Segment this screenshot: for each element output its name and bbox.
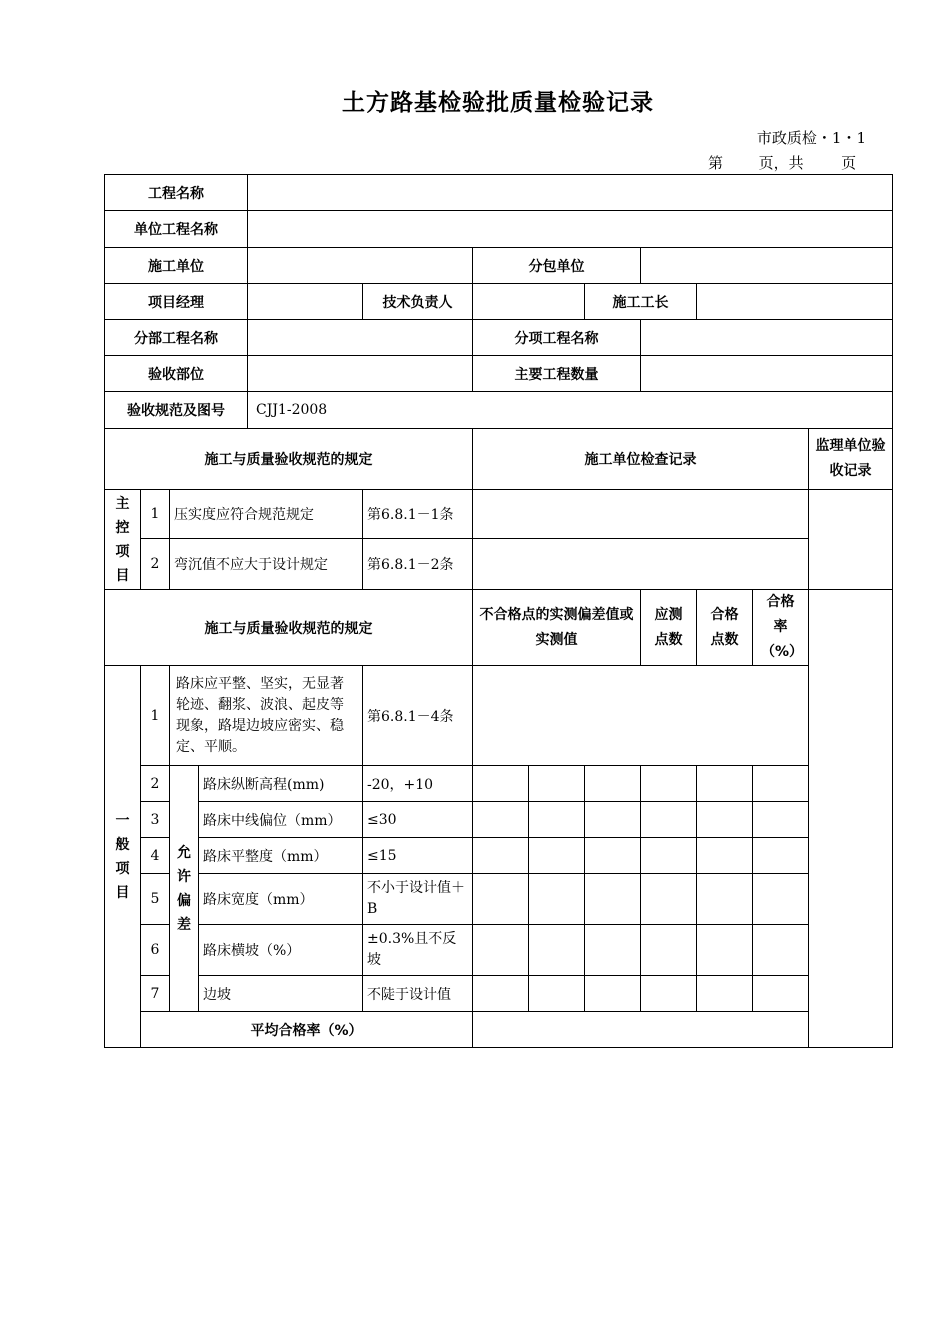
field-tech-lead[interactable] [473,284,585,320]
measure-cell[interactable] [697,925,753,976]
deviation-value: ≤30 [363,802,473,838]
form-code: 市政质检・1・1 [756,129,866,147]
general-item-check[interactable] [473,666,809,766]
label-subitem: 分项工程名称 [473,320,641,356]
general-item-clause: 第6.8.1－4条 [363,666,473,766]
field-spec: CJJ1-2008 [248,392,893,429]
field-pm[interactable] [248,284,363,320]
deviation-no: 6 [141,925,170,976]
row-sec2-header [105,590,893,666]
label-pm: 项目经理 [105,284,248,320]
general-item-row [105,666,893,766]
general-item-no: 1 [141,666,170,766]
deviation-no: 2 [141,766,170,802]
deviation-row [105,874,893,925]
measure-cell[interactable] [585,838,641,874]
page-ye: 页 [841,154,857,172]
page-di: 第 [708,154,724,172]
deviation-no: 4 [141,838,170,874]
label-inspection-part: 验收部位 [105,356,248,392]
measure-cell[interactable] [753,802,809,838]
row-division [105,320,893,356]
label-project-name: 工程名称 [105,175,248,211]
field-division[interactable] [248,320,473,356]
field-contractor[interactable] [248,248,473,284]
sec1-rule-header: 施工与质量验收规范的规定 [105,429,473,490]
deviation-name: 边坡 [199,976,363,1012]
field-inspection-part[interactable] [248,356,473,392]
row-spec [105,392,893,429]
row-unit-project [105,211,893,248]
measure-cell[interactable] [529,874,585,925]
measure-cell[interactable] [585,802,641,838]
measure-cell[interactable] [585,976,641,1012]
deviation-row [105,802,893,838]
measure-cell[interactable] [641,976,697,1012]
measure-cell[interactable] [641,925,697,976]
measure-cell[interactable] [697,874,753,925]
deviation-no: 3 [141,802,170,838]
measure-cell[interactable] [473,976,529,1012]
main-item-row [105,490,893,539]
label-unit-project: 单位工程名称 [105,211,248,248]
general-item-text: 路床应平整、坚实，无显著轮迹、翻浆、波浪、起皮等现象，路堤边坡应密实、稳定、平顺。 [170,666,363,766]
main-item-text: 弯沉值不应大于设计规定 [170,539,363,590]
deviation-row [105,976,893,1012]
measure-cell[interactable] [473,925,529,976]
measure-cell[interactable] [529,976,585,1012]
measure-cell[interactable] [697,766,753,802]
row-avg-rate [105,1012,893,1048]
label-foreman: 施工工长 [585,284,697,320]
deviation-name: 路床中线偏位（mm） [199,802,363,838]
label-spec: 验收规范及图号 [105,392,248,429]
measure-cell[interactable] [753,976,809,1012]
field-project-name[interactable] [248,175,893,211]
main-control-label: 主控项目 [105,490,141,590]
measure-cell[interactable] [529,925,585,976]
measure-cell[interactable] [641,838,697,874]
measure-cell[interactable] [473,838,529,874]
avg-rate-label: 平均合格率（%） [141,1012,473,1048]
allow-deviation-label: 允许偏差 [170,766,199,1012]
label-tech-lead: 技术负责人 [363,284,473,320]
row-contractor [105,248,893,284]
deviation-value: 不陡于设计值 [363,976,473,1012]
deviation-name: 路床宽度（mm） [199,874,363,925]
deviation-value: ≤15 [363,838,473,874]
deviation-no: 5 [141,874,170,925]
avg-rate-value[interactable] [473,1012,809,1048]
measure-cell[interactable] [529,766,585,802]
field-subitem[interactable] [641,320,893,356]
measure-cell[interactable] [585,766,641,802]
main-item-clause: 第6.8.1－2条 [363,539,473,590]
general-supervisor-cell[interactable] [809,590,893,1048]
field-unit-project[interactable] [248,211,893,248]
sec2-should-header: 应测点数 [641,590,697,666]
deviation-value: -20，+10 [363,766,473,802]
page-ye-gong: 页，共 [758,154,804,172]
inspection-form [104,174,893,1048]
measure-cell[interactable] [585,925,641,976]
page-title: 土方路基检验批质量检验记录 [342,90,654,116]
measure-cell[interactable] [473,766,529,802]
measure-cell[interactable] [753,874,809,925]
measure-cell[interactable] [529,838,585,874]
measure-cell[interactable] [753,925,809,976]
measure-cell[interactable] [529,802,585,838]
deviation-name: 路床平整度（mm） [199,838,363,874]
main-item-text: 压实度应符合规范规定 [170,490,363,539]
field-foreman[interactable] [697,284,893,320]
deviation-no: 7 [141,976,170,1012]
label-division: 分部工程名称 [105,320,248,356]
row-managers [105,284,893,320]
field-main-quantity[interactable] [641,356,893,392]
sec1-supervisor-header: 监理单位验收记录 [809,429,893,490]
deviation-value: 不小于设计值＋B [363,874,473,925]
row-inspection-part [105,356,893,392]
measure-cell[interactable] [753,766,809,802]
measure-cell[interactable] [697,802,753,838]
row-sec1-header [105,429,893,490]
measure-cell[interactable] [697,838,753,874]
main-item-check[interactable] [473,490,809,539]
label-subcontractor: 分包单位 [473,248,641,284]
field-subcontractor[interactable] [641,248,893,284]
measure-cell[interactable] [641,874,697,925]
sec1-check-header: 施工单位检查记录 [473,429,809,490]
sec2-deviation-header: 不合格点的实测偏差值或实测值 [473,590,641,666]
sec2-rate-header: 合格率（%） [753,590,809,666]
measure-cell[interactable] [473,874,529,925]
sec2-pass-header: 合格点数 [697,590,753,666]
main-item-no: 1 [141,490,170,539]
main-item-no: 2 [141,539,170,590]
page-number [708,152,856,173]
label-main-quantity: 主要工程数量 [473,356,641,392]
deviation-row [105,766,893,802]
deviation-name: 路床横坡（%） [199,925,363,976]
deviation-name: 路床纵断高程(mm) [199,766,363,802]
measure-cell[interactable] [697,976,753,1012]
measure-cell[interactable] [641,802,697,838]
sec2-rule-header: 施工与质量验收规范的规定 [105,590,473,666]
deviation-row [105,838,893,874]
measure-cell[interactable] [585,874,641,925]
main-item-row [105,539,893,590]
general-label: 一般项目 [105,666,141,1048]
deviation-value: ±0.3%且不反坡 [363,925,473,976]
row-project-name [105,175,893,211]
main-supervisor-cell[interactable] [809,490,893,590]
label-contractor: 施工单位 [105,248,248,284]
deviation-row [105,925,893,976]
measure-cell[interactable] [473,802,529,838]
main-item-check[interactable] [473,539,809,590]
measure-cell[interactable] [753,838,809,874]
measure-cell[interactable] [641,766,697,802]
main-item-clause: 第6.8.1－1条 [363,490,473,539]
